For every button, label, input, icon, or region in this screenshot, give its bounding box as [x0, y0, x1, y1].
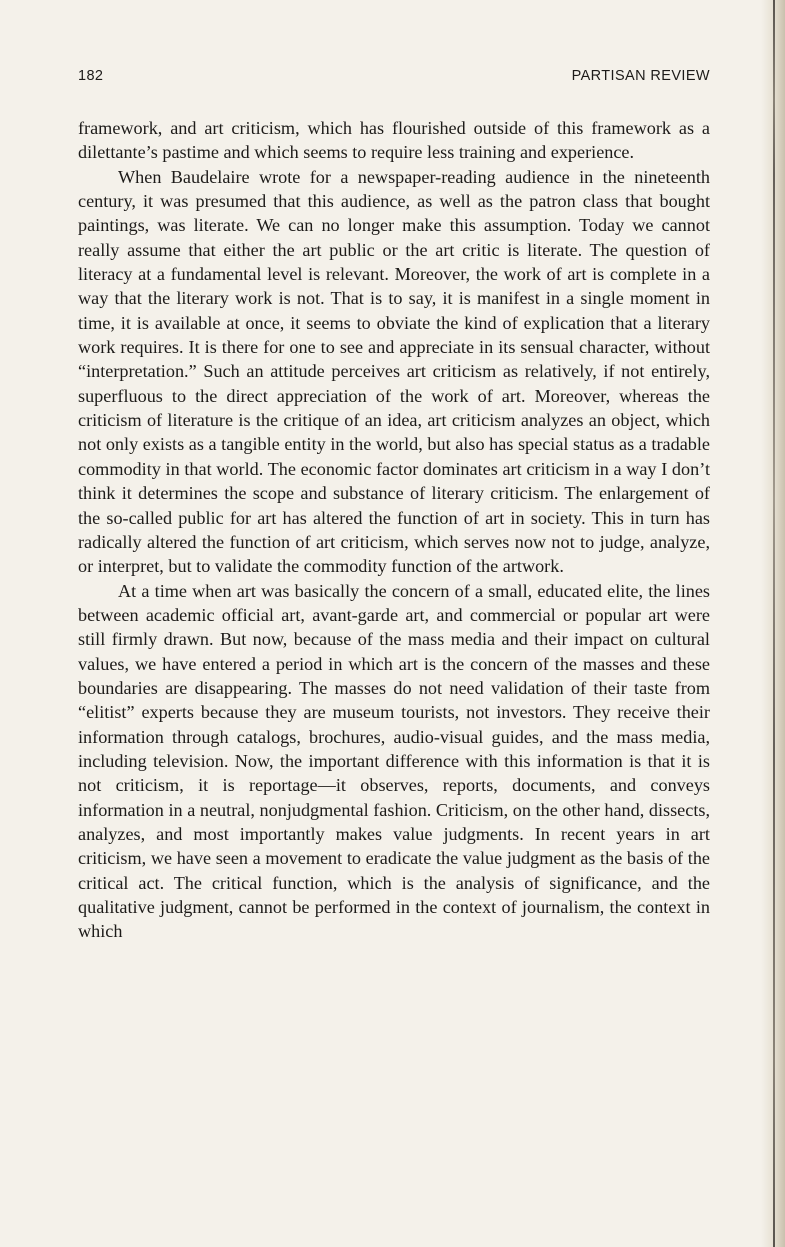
binding-shadow	[773, 0, 775, 1247]
body-text	[78, 116, 710, 944]
page-number: 182	[78, 68, 104, 84]
page-spine-edge	[761, 0, 785, 1247]
paragraph-mass-media: At a time when art was basically the concern of a small, educated elite, the lines between academic official art, avant-garde art, and commercial or popular art were still firmly drawn. But now, because of the mass media and their impact on cultural values, we have entered a period in which art is the concern of the masses and these boundaries are disappearing. The masses do not need validation of their taste from “elitist” experts because they are museum tourists, not investors. They receive their information through catalogs, brochures, audio-visual guides, and the mass media, including television. Now, the important difference with this information is that it is not criticism, it is reportage—it observes, reports, documents, and conveys information in a neutral, nonjudgmental fashion. Criticism, on the other hand, dissects, analyzes, and most importantly makes value judgments. In recent years in art criticism, we have seen a movement to eradicate the value judgment as the basis of the critical act. The critical function, which is the analysis of significance, and the qualitative judgment, cannot be performed in the context of journalism, the context in which	[78, 580, 710, 942]
journal-title: PARTISAN REVIEW	[571, 68, 710, 84]
paragraph-continued: framework, and art criticism, which has flourished outside of this framework as a dilettante’s pastime and which seems to require less training and experience.	[78, 118, 710, 163]
paragraph-baudelaire: When Baudelaire wrote for a newspaper-reading audience in the nineteenth century, it was presumed that this audience, as well as the patron class that bought paintings, was literate. We can no longer make this assumption. Today we cannot really assume that either the art public or the art critic is literate. The question of literacy at a fundamental level is relevant. Moreover, the work of art is complete in a way that the literary work is not. That is to say, it is manifest in a single moment in time, it is available at once, it seems to obviate the kind of explication that a literary work requires. It is there for one to see and appreciate in its sensual character, without “interpretation.” Such an attitude perceives art criticism as relatively, if not entirely, superfluous to the direct appreciation of the work of art. Moreover, whereas the criticism of literature is the critique of an idea, art criticism analyzes an object, which not only exists as a tangible entity in the world, but also has special status as a tradable commodity in that world. The economic factor dominates art criticism in a way I don’t think it determines the scope and substance of literary criticism. The enlargement of the so-called public for art has altered the function of art in society. This in turn has radically altered the function of art criticism, which serves now not to judge, analyze, or interpret, but to validate the commodity function of the artwork.	[78, 166, 710, 577]
